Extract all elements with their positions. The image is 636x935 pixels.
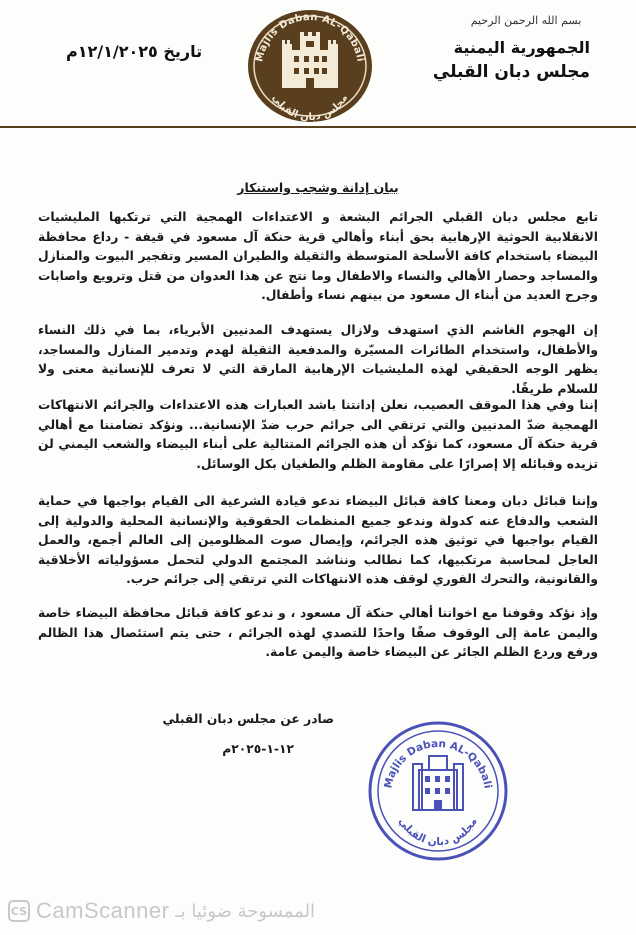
stamp-arabic-text: مجلس دبان القبلي	[396, 815, 480, 849]
official-stamp	[367, 720, 509, 862]
paragraph-2: إن الهجوم الغاشم الذي استهدف ولازال يستهدف المدنيين الأبرياء، بما في ذلك النساء والأطفال، واستخدام الطائرات المسيّرة والمدفعية الثقيلة لهدم وتدمير المنازل والمساجد، يظهر الوجه الحقيقي لهذه المليشيات الإرهابية المارقة التي لا تعرف للإنسانية معنى ولا للسلام طريقًا.	[38, 323, 598, 396]
paragraph-4: وإننا قبائل دبان ومعنا كافة قبائل البيضاء ندعو قيادة الشرعية الى القيام بواجبها في حماية الشعب والدفاع عنه كدولة وندعو جميع المنظمات الحقوقية والإنسانية المحلية والدولية إلى القيام بواجبها في توثيق هذه الجرائم، وإيصال صوت المظلومين إلى العالم أجمع، والعمل العاجل لمحاسبة مرتكبيها، كما نطالب ونناشد المجتمع الدولي لتحمل مسؤولياته الأخلاقية والقانونية، والتحرك الفوري لوقف هذه الانتهاكات التي ترتقي إلى جرائم حرب.	[38, 494, 598, 586]
council-logo	[242, 6, 378, 124]
republic-name: الجمهورية اليمنية	[453, 38, 590, 57]
paragraph-3: إننا وفي هذا الموقف العصيب، نعلن إدانتنا باشد العبارات هذه الاعتداءات والجرائم الانتهاكات الهمجية ضدّ المدنيين والتي ترتقي الى جرائم حرب ضدّ الإنسانية... ونؤكد تضامننا مع أهالي قرية حنكة آل مسعود، كما نؤكد أن هذه الجرائم المتتالية على أبناء البيضاء والشعب اليمني لن تزيده وقبائله إلا إصرارًا على مقاومة الظلم والطغيان بكل الوسائل.	[38, 398, 598, 471]
issue-date: ١٢-١-٢٠٢٥م	[222, 742, 294, 756]
issuer-line: صادر عن مجلس دبان القبلي	[162, 712, 334, 726]
logo-arabic-text: مجلس دبان القبلي	[269, 92, 351, 124]
basmala-calligraphy: بسم الله الرحمن الرحيم	[470, 14, 582, 27]
paragraph-5: وإذ نؤكد وقوفنا مع اخواننا أهالي حنكة آل مسعود ، و ندعو كافة قبائل محافظة البيضاء خاصة واليمن عامة إلى الوقوف صفًا واحدًا للتصدي لهذه الجرائم ، حتى يتم استئصال هذا الظالم ورفع وردع الظلم الجائر عن البيضاء خاصة واليمن عامة.	[38, 606, 598, 659]
scanner-watermark	[8, 896, 315, 926]
camscanner-logo-icon: CS	[8, 900, 30, 922]
paragraph-1: تابع مجلس دبان القبلي الجرائم البشعة و الاعتداءات الهمجية التي ترتكبها المليشيات الانقلابية الحوثية الإرهابية بحق أبناء وأهالي قرية حنكة آل مسعود في قيفة - رداع محافظة البيضاء باستخدام كافة الأسلحة المتوسطة والثقيلة والطيران المسير وتفجير البيوت والمنازل والمساجد وحصار الأهالي والنساء والاطفال وما نتج عن هذا العدوان من قتل وترويع واصابات وجرح العديد من أبناء ال مسعود من بينهم نساء وأطفال.	[38, 210, 598, 302]
logo-latin-text: Majlis Daban AL-Qabali	[254, 11, 366, 63]
stamp-latin-text: Majlis Daban AL-Qabali	[382, 737, 494, 790]
header-divider	[0, 126, 636, 128]
watermark-brand: CamScanner	[36, 898, 170, 923]
statement-title: بيان إدانة وشجب واستنكار	[237, 180, 399, 195]
header-date: تاريخ ١٢/١/٢٠٢٥م	[66, 42, 203, 61]
watermark-prefix: الممسوحة ضوئيا بـ	[175, 900, 316, 922]
council-name: مجلس دبان القبلي	[432, 62, 590, 82]
